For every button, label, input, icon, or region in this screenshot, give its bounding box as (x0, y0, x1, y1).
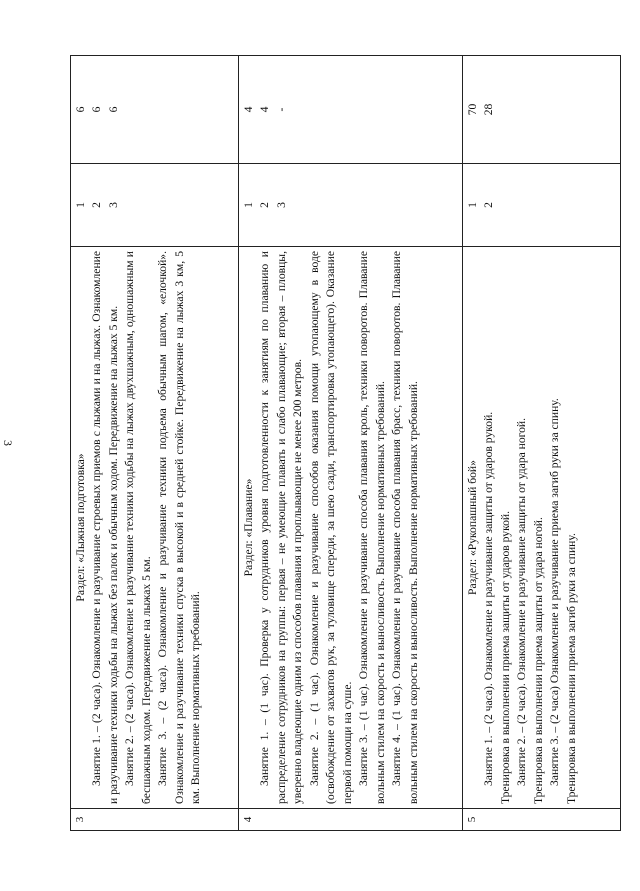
hours-value: 4 (242, 106, 255, 113)
training-text: Тренировка в выполнении приема защиты от ударов рукой. (498, 510, 512, 804)
table-row (239, 56, 463, 831)
lesson-text: Занятие 4. – (1 час). Ознакомление и разучивание способа плавания брасс, техники поворотов. Плавание вольным стилем на скорость и выносливость. Выполнение нормативных требований. (390, 251, 420, 804)
hours-value: 28 (482, 103, 496, 116)
lesson-text: Занятие 1. – (1 час). Проверка у сотрудников уровня подготовленности к занятиям по плаванию и распределение сотрудников на группы: первая – не умеющие плавать и слабо плавающие; вторая – пловцы, уверенно владеющие одним из способов плавания и проплывающие не менее 200 метров. (258, 251, 305, 804)
row-number: 4 (239, 809, 463, 831)
lesson-text: Занятие 1. – (2 часа). Ознакомление и разучивание строевых приемов с лыжами и на лыжах. Ознакомление и разучивание техники ходьбы на лыжах без палок и обычным ходом. Передвижение на лыжах 5 км. (90, 251, 120, 804)
training-text: Тренировка в выполнении приема защиты от удара ногой. (531, 517, 545, 804)
row-number: 3 (71, 809, 239, 831)
hours-value: 6 (106, 106, 120, 113)
hours-value: 4 (258, 106, 272, 113)
row-number: 5 (463, 809, 621, 831)
row-content (71, 247, 239, 809)
hours-value: - (274, 107, 288, 112)
lesson-text: Занятие 3. – (2 часа) Ознакомление и разучивание приема загиб руки за спину. (548, 398, 562, 786)
hours-value: 70 (466, 103, 479, 116)
lesson-index: 3 (106, 202, 120, 208)
lesson-text: Занятие 1. – (2 часа). Ознакомление и разучивание защиты от ударов рукой. (482, 411, 496, 786)
lesson-index-cell (71, 164, 239, 247)
section-title: Раздел: «Рукопашный бой» (466, 460, 479, 595)
table-row (71, 56, 239, 831)
lesson-index: 2 (258, 202, 272, 208)
row-content (463, 247, 621, 809)
lesson-text: Занятие 2. – (2 часа). Ознакомление и разучивание защиты от удара ногой. (515, 417, 529, 786)
lesson-index: 3 (274, 202, 288, 208)
lesson-index: 2 (90, 202, 104, 208)
hours-cell (463, 56, 621, 164)
lesson-index: 1 (242, 202, 255, 208)
lesson-index: 2 (482, 202, 496, 208)
page-number: 3 (1, 440, 15, 446)
section-title: Раздел: «Плавание» (242, 478, 255, 577)
lesson-text: Занятие 2. – (2 часа). Ознакомление и разучивание техники ходьбы на лыжах двухшажным, одношажным и бесшажным ходом. Передвижение на лыжах 5 км. (123, 251, 153, 804)
hours-cell (239, 56, 463, 164)
curriculum-table (70, 55, 621, 831)
lesson-text: Занятие 2. – (1 час). Ознакомление и разучивание способов оказания помощи утопающему в воде (освобождение от захватов рук, за туловище спереди, за шею сзади, транспортировка утопающего). Оказание первой помощи на суше. (307, 251, 354, 804)
section-title: Раздел: «Лыжная подготовка» (74, 453, 87, 602)
lesson-index: 1 (466, 202, 479, 208)
lesson-text: Занятие 3. – (2 часа). Ознакомление и разучивание техники подъема обычным шагом, «елочкой». Ознакомление и разучивание техники спуска в высокой и в средней стойке. Передвижение на лыжах 3 км, 5 км. Выполнение нормативных требований. (156, 251, 203, 804)
hours-value: 6 (90, 106, 104, 113)
lesson-index: 1 (74, 202, 87, 208)
lesson-text: Занятие 3. – (1 час). Ознакомление и разучивание способа плавания кроль, техники поворотов. Плавание вольным стилем на скорость и выносливость. Выполнение нормативных требований. (357, 251, 387, 804)
lesson-index-cell (463, 164, 621, 247)
lesson-index-cell (239, 164, 463, 247)
hours-cell (71, 56, 239, 164)
row-content (239, 247, 463, 809)
training-text: Тренировка в выполнении приема загиб руки за спину. (564, 533, 578, 804)
table-row (463, 56, 621, 831)
rotated-table-container (70, 56, 620, 831)
hours-value: 6 (74, 106, 87, 113)
